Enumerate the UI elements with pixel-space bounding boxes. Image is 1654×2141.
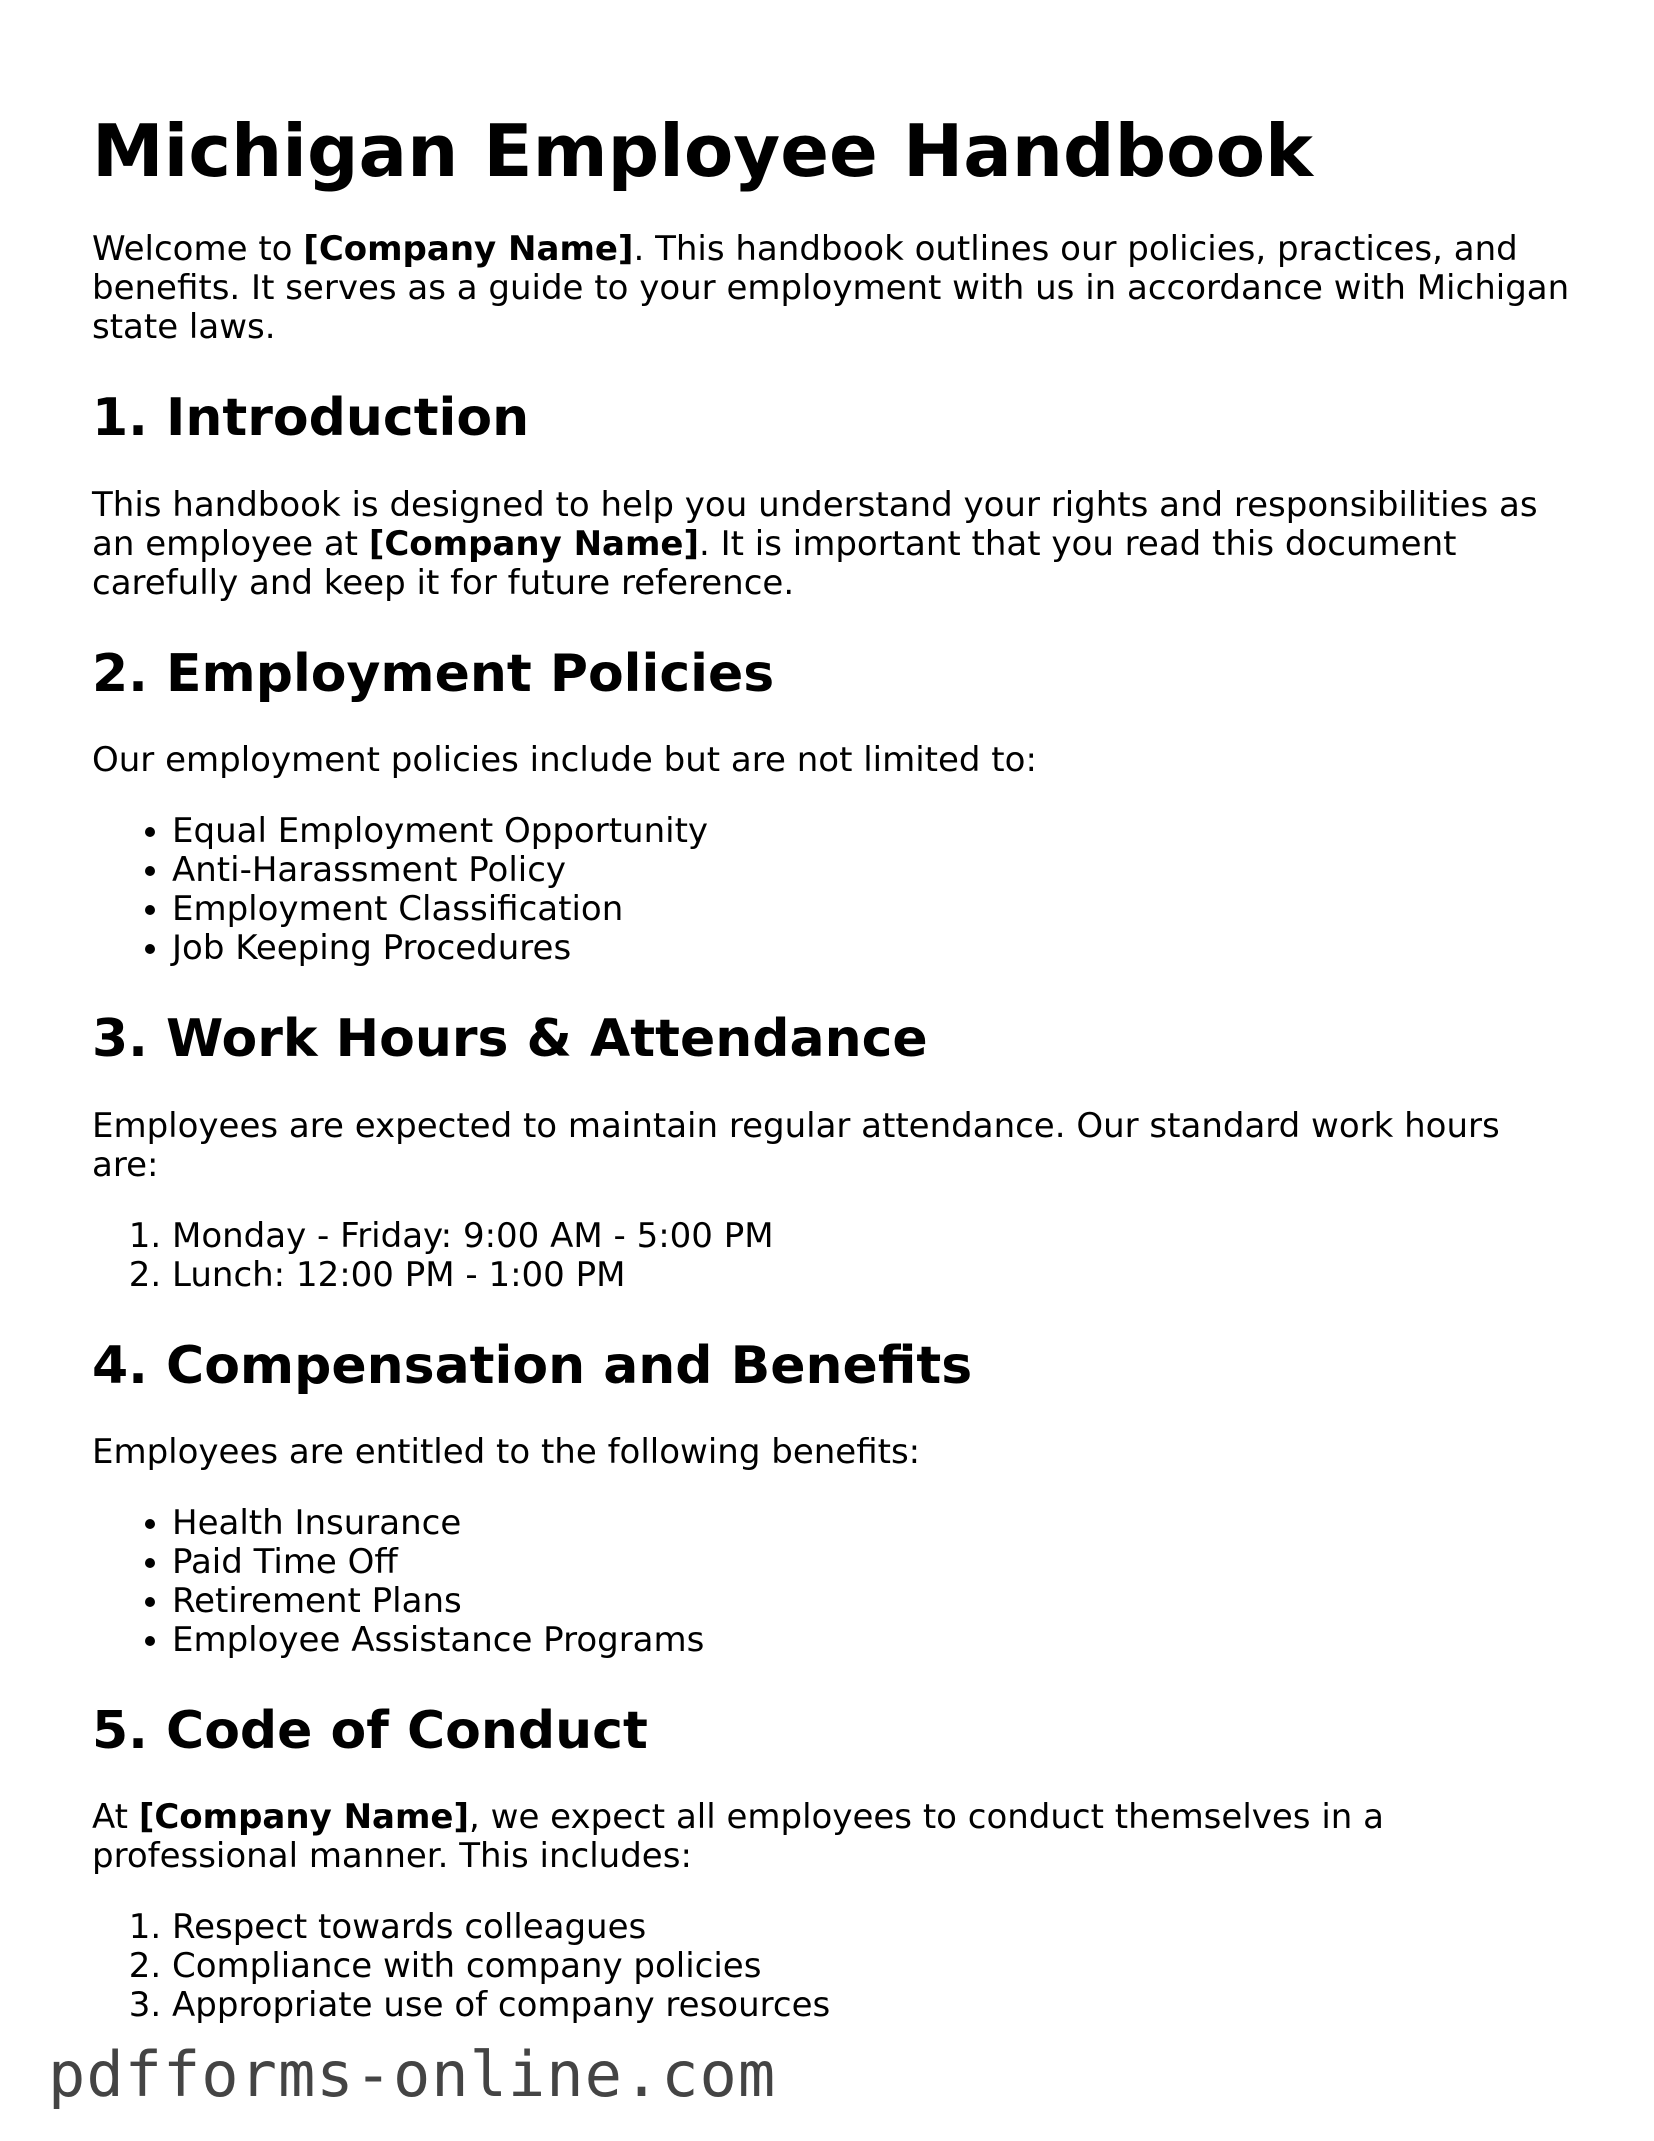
list-item: 1. Monday - Friday: 9:00 AM - 5:00 PM <box>172 1217 1572 1256</box>
company-name-placeholder: [Company Name] <box>138 1797 470 1838</box>
page-title: Michigan Employee Handbook <box>92 109 1313 193</box>
section-heading-employment-policies: 2. Employment Policies <box>92 643 775 704</box>
list-item: 3. Appropriate use of company resources <box>172 1986 1572 2025</box>
document-page <box>92 108 1572 2025</box>
benefits-list <box>92 1504 1572 1660</box>
list-item: 1. Respect towards colleagues <box>172 1908 1572 1947</box>
work-hours-paragraph: Employees are expected to maintain regular attendance. Our standard work hours are: <box>92 1105 1500 1185</box>
employment-policies-paragraph: Our employment policies include but are not limited to: <box>92 740 1037 781</box>
code-of-conduct-paragraph <box>92 1798 1572 1876</box>
list-item: • Paid Time Off <box>172 1543 1572 1582</box>
conduct-pre: At <box>92 1797 139 1838</box>
list-item: • Equal Employment Opportunity <box>172 812 1572 851</box>
conduct-post: , we expect all employees to conduct themselves in a professional manner. This includes: <box>92 1797 1384 1877</box>
section-heading-compensation: 4. Compensation and Benefits <box>92 1335 973 1396</box>
list-item: • Job Keeping Procedures <box>172 929 1572 968</box>
introduction-post: . It is important that you read this document carefully and keep it for future reference. <box>92 523 1457 603</box>
introduction-paragraph <box>92 486 1572 603</box>
list-item: • Retirement Plans <box>172 1582 1572 1621</box>
list-item: 2. Compliance with company policies <box>172 1947 1572 1986</box>
employment-policies-list <box>92 812 1572 968</box>
intro-post: . This handbook outlines our policies, practices, and benefits. It serves as a guide to your employment with us in accordance with Michigan state laws. <box>92 229 1570 348</box>
compensation-paragraph: Employees are entitled to the following benefits: <box>92 1431 921 1472</box>
list-item: • Anti-Harassment Policy <box>172 851 1572 890</box>
list-item: • Employment Classification <box>172 890 1572 929</box>
section-heading-work-hours: 3. Work Hours & Attendance <box>92 1009 928 1070</box>
list-item: • Health Insurance <box>172 1504 1572 1543</box>
list-item: 2. Lunch: 12:00 PM - 1:00 PM <box>172 1256 1572 1295</box>
work-hours-list <box>92 1217 1572 1295</box>
section-heading-introduction: 1. Introduction <box>92 388 530 449</box>
introduction-pre: This handbook is designed to help you understand your rights and responsibilities as an employee at <box>92 484 1538 564</box>
company-name-placeholder: [Company Name] <box>303 229 634 270</box>
watermark: pdfforms-online.com <box>48 2038 777 2111</box>
list-item: • Employee Assistance Programs <box>172 1621 1572 1660</box>
section-heading-code-of-conduct: 5. Code of Conduct <box>92 1700 648 1761</box>
intro-paragraph <box>92 230 1572 347</box>
code-of-conduct-list <box>92 1908 1572 2025</box>
company-name-placeholder: [Company Name] <box>368 523 700 564</box>
intro-pre: Welcome to <box>92 229 304 270</box>
